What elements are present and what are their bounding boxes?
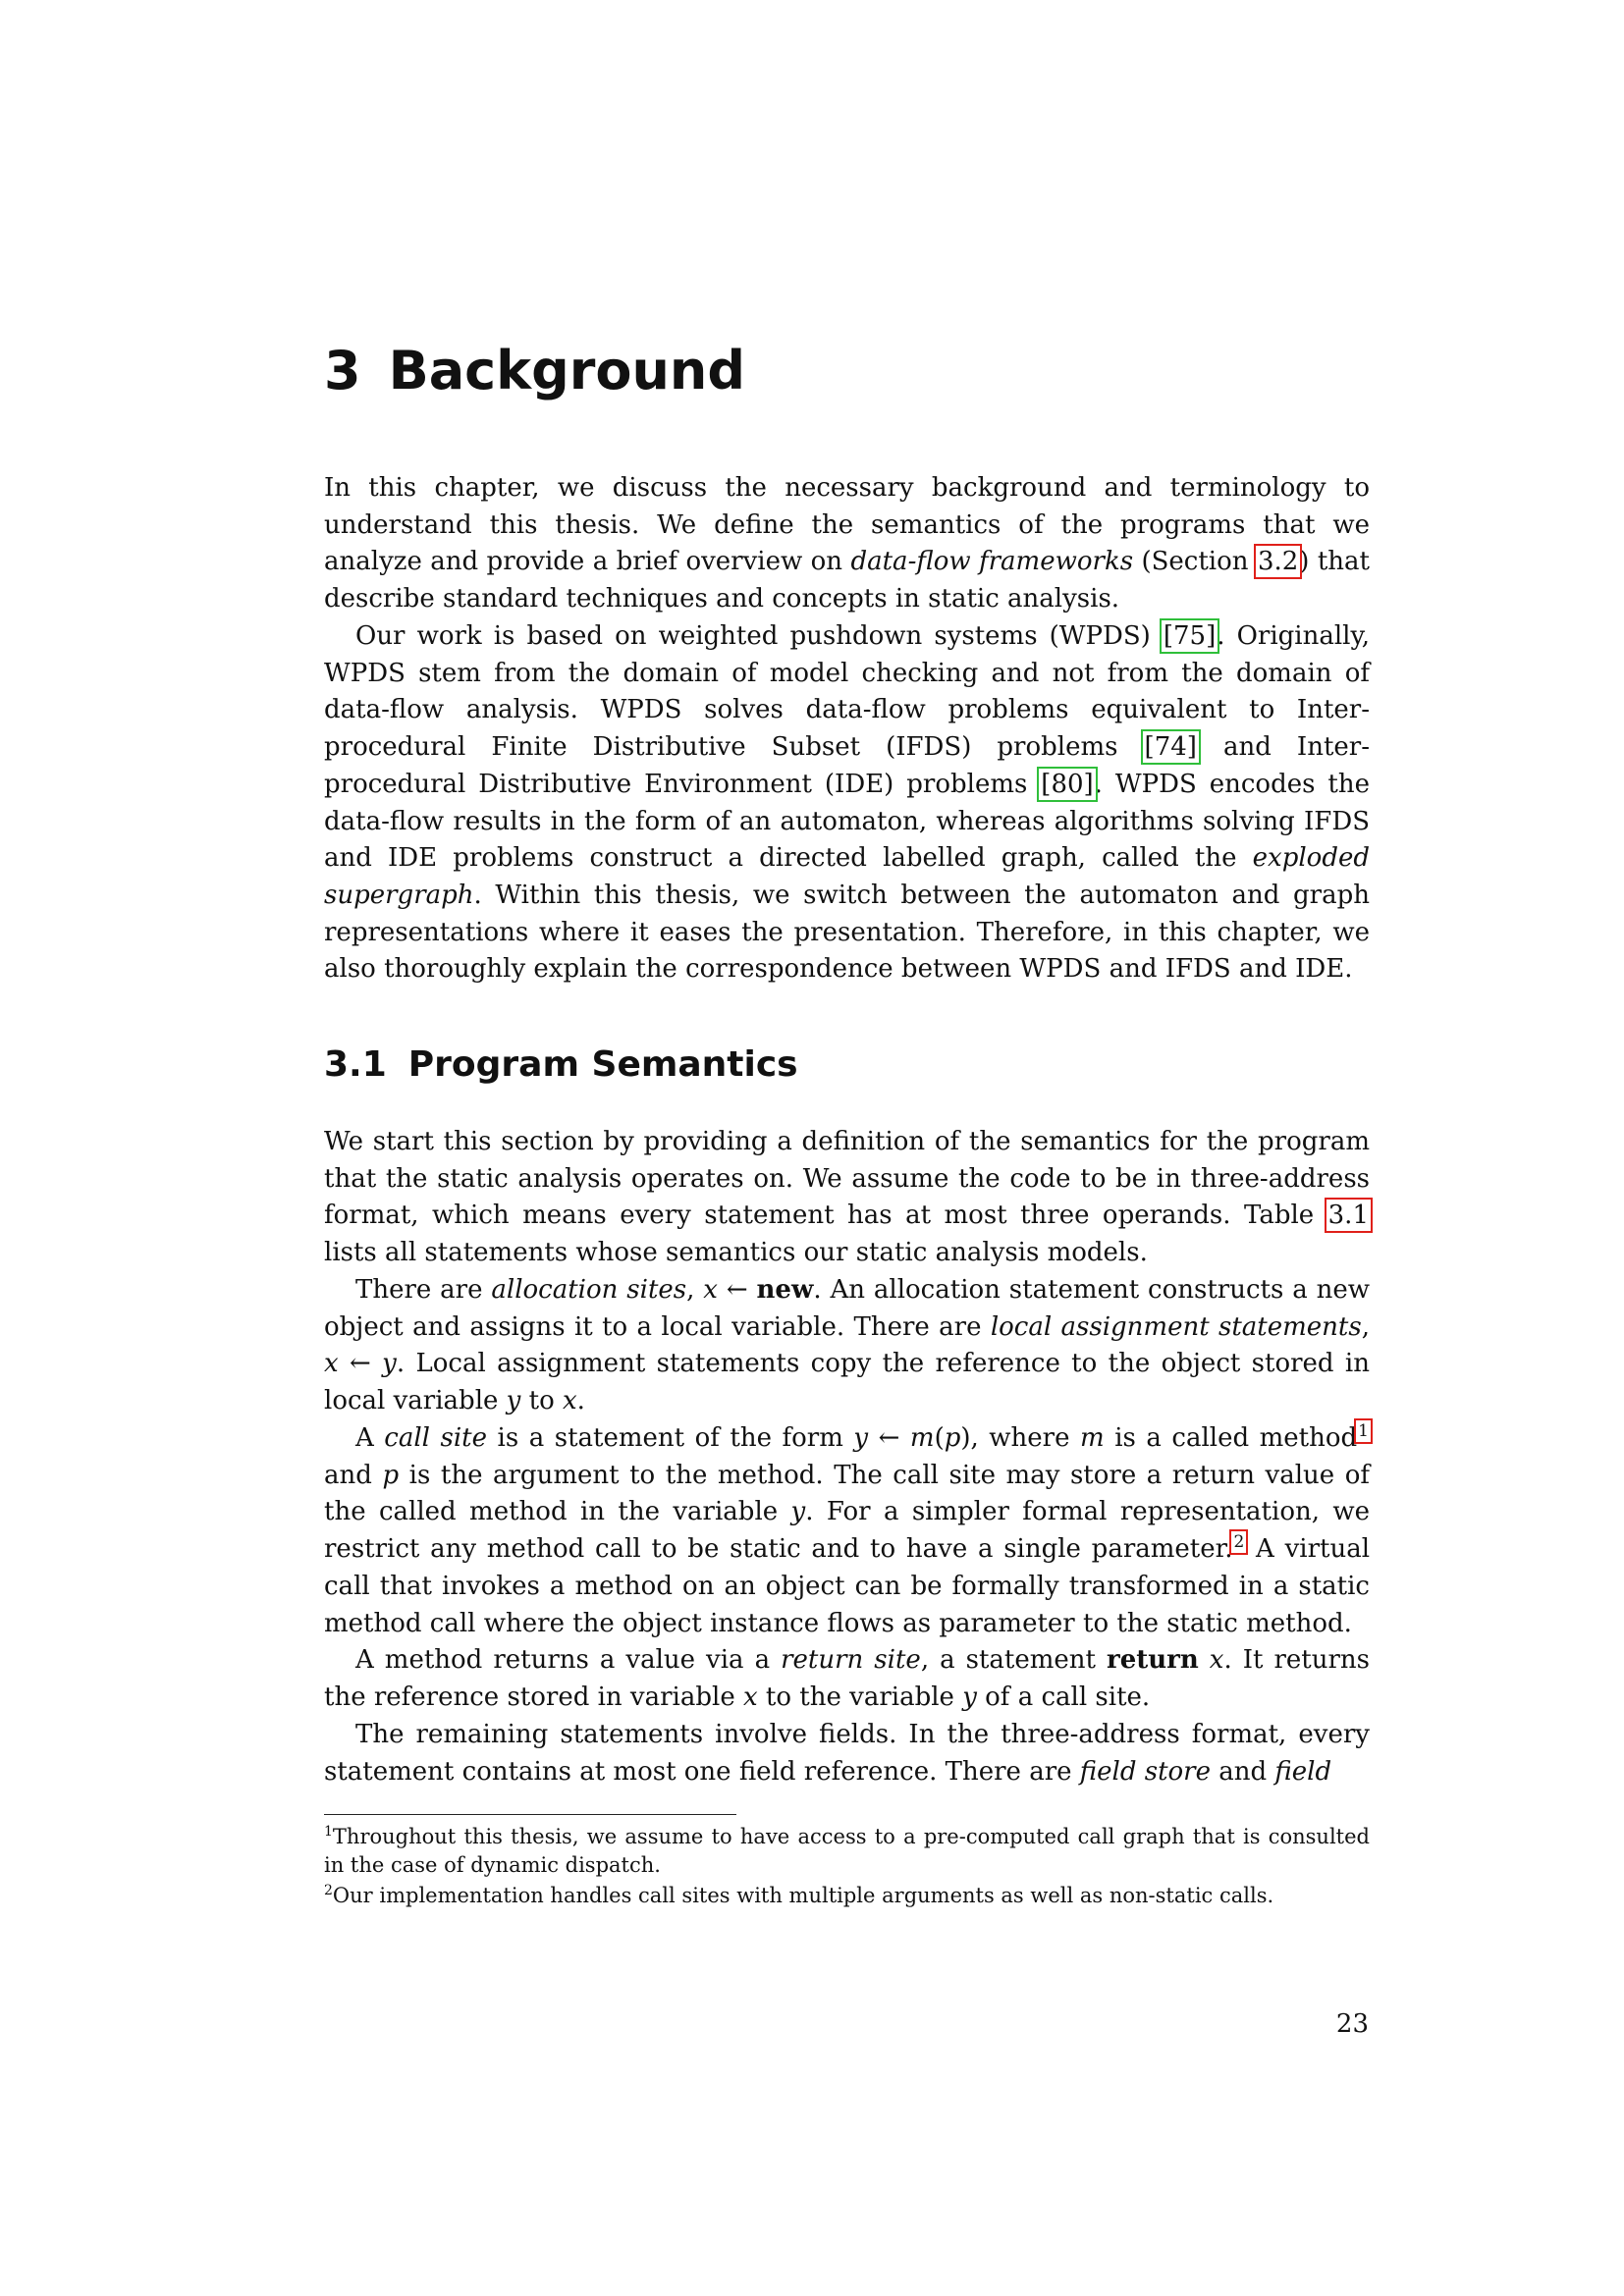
footnote-2 bbox=[324, 1882, 1370, 1910]
citation-link[interactable]: [75] bbox=[1163, 621, 1217, 651]
section-paragraph-1: We start this section by providing a definition of the semantics for the program that the static analysis operates on. We assume the code to be in three-address format, which means every statement has at most three operands. Table 3.1 lists all statements whose semantics our static analysis models. bbox=[324, 1127, 1370, 1268]
footnote-mark: 2 bbox=[324, 1883, 333, 1898]
section-number: 3.1 bbox=[324, 1044, 387, 1085]
citation-link[interactable]: [74] bbox=[1144, 732, 1197, 763]
citation-link[interactable]: [80] bbox=[1041, 769, 1094, 799]
section-paragraph-3: A call site is a statement of the form y ← m(p), where m is a called method$^1$ and p is the argument to the method. The call site may store a return value of the called method in the variable y. For a simpler formal representation, we restrict any method call to be static and to have a single parameter.$^2$ A virtual call that invokes a method on an object can be formally transformed in a static method call where the object instance flows as parameter to the static method. bbox=[324, 1421, 1371, 1638]
section-paragraph-2: There are allocation sites, x ← new. An allocation statement constructs a new object and assigns it to a local variable. There are local assignment statements, x ← y. Local assignment statements copy the reference to the object stored in local variable y to x. bbox=[324, 1275, 1370, 1416]
chapter-number: 3 bbox=[324, 340, 361, 401]
intro-paragraph-1: In this chapter, we discuss the necessary background and terminology to understand this thesis. We define the semantics of the programs that we analyze and provide a brief overview on data-flow frameworks (Section 3.2) that describe standard techniques and concepts in static analysis. bbox=[324, 473, 1370, 614]
section-title: Program Semantics bbox=[407, 1044, 798, 1085]
section-heading bbox=[324, 1042, 1370, 1088]
page-number: 23 bbox=[1335, 2009, 1369, 2039]
chapter-title: Background bbox=[388, 340, 746, 401]
footnote-text: Throughout this thesis, we assume to have access to a pre-computed call graph that is consulted in the case of dynamic dispatch. bbox=[324, 1825, 1370, 1877]
table-ref-link[interactable]: 3.1 bbox=[1327, 1201, 1369, 1231]
section-paragraph-4: A method returns a value via a return site, a statement return x. It returns the reference stored in variable x to the variable y of a call site. bbox=[324, 1645, 1371, 1712]
footnote-rule bbox=[324, 1814, 736, 1815]
section-paragraph-5: The remaining statements involve fields. In the three-address format, every statement contains at most one field reference. There are field store and field bbox=[324, 1720, 1370, 1787]
footnote-text: Our implementation handles call sites with multiple arguments as well as non-static calls. bbox=[332, 1884, 1274, 1907]
footnote-1 bbox=[324, 1823, 1370, 1880]
intro-paragraph-2: Our work is based on weighted pushdown systems (WPDS) [75]. Originally, WPDS stem from the domain of model checking and not from the domain of data-flow analysis. WPDS solves data-flow problems equivalent to Inter-procedural Finite Distributive Subset (IFDS) problems [74] and Inter-procedural Distributive Environment (IDE) problems [80]. WPDS encodes the data-flow results in the form of an automaton, whereas algorithms solving IFDS and IDE problems construct a directed labelled graph, called the exploded supergraph. Within this thesis, we switch between the automaton and graph representations where it eases the presentation. Therefore, in this chapter, we also thoroughly explain the correspondence between WPDS and IFDS and IDE. bbox=[324, 621, 1371, 985]
footnote-ref-2[interactable]: 2 bbox=[1233, 1532, 1245, 1553]
footnote-mark: 1 bbox=[324, 1824, 333, 1840]
section-ref-link[interactable]: 3.2 bbox=[1257, 547, 1299, 577]
footnote-ref-1[interactable]: 1 bbox=[1358, 1421, 1369, 1441]
chapter-heading bbox=[324, 339, 1370, 403]
